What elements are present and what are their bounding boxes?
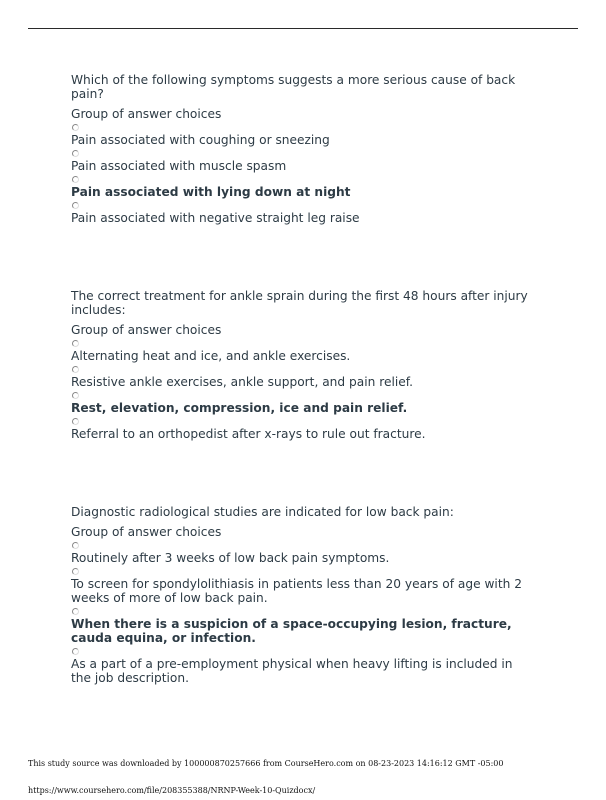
answer-option-correct[interactable]: [71, 392, 531, 415]
header-divider: [28, 28, 578, 29]
answer-option-label: Alternating heat and ice, and ankle exercises.: [71, 349, 351, 363]
answer-option-label: Routinely after 3 weeks of low back pain symptoms.: [71, 551, 390, 565]
radio-icon[interactable]: [72, 366, 79, 373]
answer-option-label: Pain associated with lying down at night: [71, 185, 351, 199]
radio-icon[interactable]: [72, 124, 79, 131]
answer-option[interactable]: [71, 366, 531, 389]
radio-icon[interactable]: [72, 202, 79, 209]
radio-icon[interactable]: [72, 542, 79, 549]
question-text: Diagnostic radiological studies are indicated for low back pain:: [71, 505, 454, 519]
answer-option-label: To screen for spondylolithiasis in patients less than 20 years of age with 2 weeks of more of low back pain.: [71, 577, 522, 605]
question-text: The correct treatment for ankle sprain during the first 48 hours after injury includes:: [71, 289, 528, 317]
answer-option-label: Pain associated with negative straight leg raise: [71, 211, 360, 225]
answer-group-label: Group of answer choices: [71, 323, 222, 337]
answer-option[interactable]: [71, 648, 531, 685]
answer-group-label: Group of answer choices: [71, 107, 222, 121]
radio-icon[interactable]: [72, 176, 79, 183]
answer-option[interactable]: [71, 340, 531, 363]
answer-option-label: Pain associated with coughing or sneezing: [71, 133, 330, 147]
download-notice: This study source was downloaded by 100000870257666 from CourseHero.com on 08-23-2023 14:16:12 GMT -05:00: [28, 759, 504, 768]
answer-option-label: Referral to an orthopedist after x-rays to rule out fracture.: [71, 427, 426, 441]
question-3: [71, 505, 531, 685]
answer-option-label: When there is a suspicion of a space-occupying lesion, fracture, cauda equina, or infection.: [71, 617, 512, 645]
question-text: Which of the following symptoms suggests a more serious cause of back pain?: [71, 73, 516, 101]
answer-option-label: Resistive ankle exercises, ankle support, and pain relief.: [71, 375, 413, 389]
answer-group-label: Group of answer choices: [71, 525, 222, 539]
radio-icon[interactable]: [72, 392, 79, 399]
answer-option-correct[interactable]: [71, 608, 531, 645]
answer-option-label: As a part of a pre-employment physical when heavy lifting is included in the job description.: [71, 657, 513, 685]
question-2: [71, 289, 531, 441]
answer-option[interactable]: [71, 202, 531, 225]
question-1: [71, 73, 531, 225]
radio-icon[interactable]: [72, 568, 79, 575]
answer-option[interactable]: [71, 150, 531, 173]
answer-option[interactable]: [71, 124, 531, 147]
answer-option[interactable]: [71, 542, 531, 565]
answer-option[interactable]: [71, 568, 531, 605]
answer-option-label: Pain associated with muscle spasm: [71, 159, 287, 173]
radio-icon[interactable]: [72, 608, 79, 615]
radio-icon[interactable]: [72, 340, 79, 347]
answer-option[interactable]: [71, 418, 531, 441]
radio-icon[interactable]: [72, 648, 79, 655]
radio-icon[interactable]: [72, 418, 79, 425]
answer-option-label: Rest, elevation, compression, ice and pain relief.: [71, 401, 408, 415]
radio-icon[interactable]: [72, 150, 79, 157]
source-url[interactable]: https://www.coursehero.com/file/208355388/NRNP-Week-10-Quizdocx/: [28, 786, 316, 795]
answer-option-correct[interactable]: [71, 176, 531, 199]
